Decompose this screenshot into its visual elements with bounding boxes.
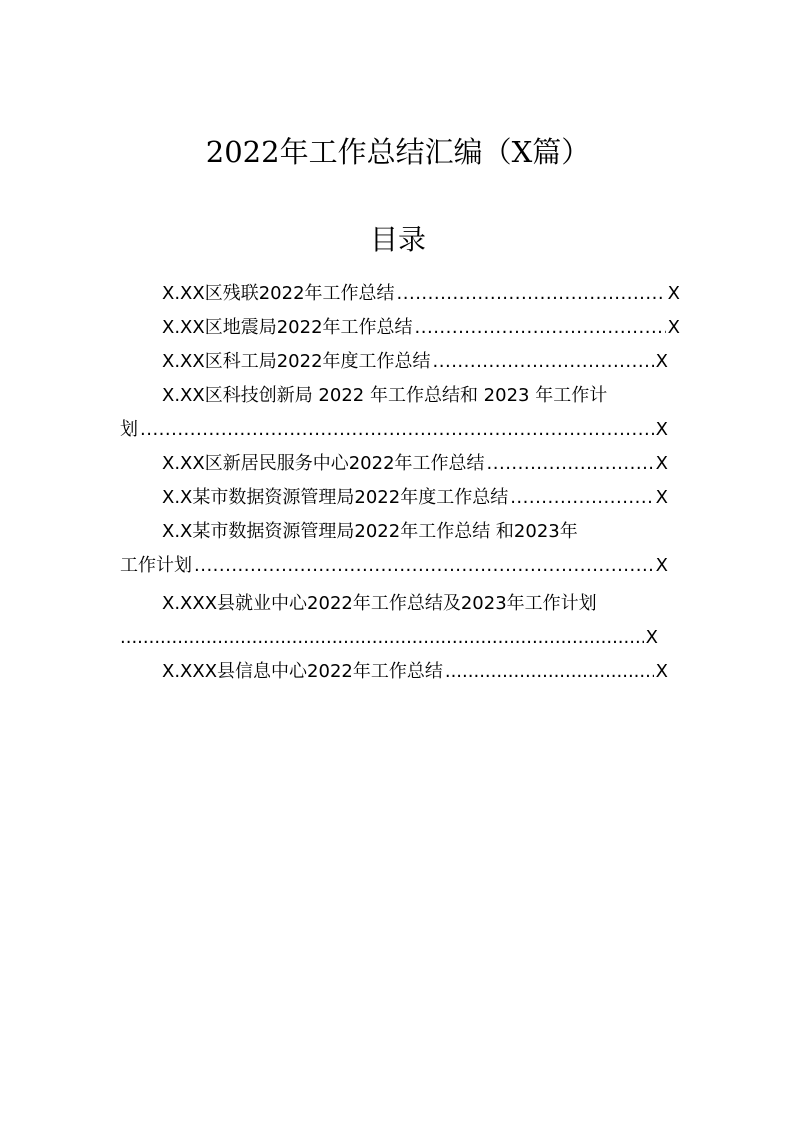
toc-entry-title: X.XX区残联2022年工作总结 [162,283,395,304]
toc-page-number: X [667,317,680,338]
toc-heading: 目录 [369,223,426,256]
toc-page-number: X [655,419,668,440]
toc-entry-title: X.XX区地震局2022年工作总结 [162,317,413,338]
dot-leader [510,481,653,515]
toc-entry-6[interactable] [120,481,680,515]
dot-leader [487,447,654,481]
dot-leader [415,311,666,345]
toc-entry-title-line1: X.XX区科技创新局 2022 年工作总结和 2023 年工作计 [162,385,608,406]
toc-page-number: X [655,661,668,682]
toc-page-number: X [667,283,680,304]
toc-page-number: X [655,555,668,576]
toc-entry-title-line2: 工作计划 [120,555,192,576]
toc-entry-1[interactable] [120,277,680,311]
toc-page-number: X [655,453,668,474]
dot-leader [445,655,654,689]
toc-page-number: X [645,627,658,648]
toc-entry-3[interactable] [120,345,680,379]
dot-leader [433,345,654,379]
dot-leader [397,277,666,311]
toc-entry-5[interactable] [120,447,680,481]
toc-entry-title-line2: 划 [120,419,138,440]
document-title: 2022年工作总结汇编（X篇） [205,135,591,169]
toc-entry-title: X.XXX县信息中心2022年工作总结 [162,661,443,682]
toc-entry-8[interactable] [120,587,680,655]
toc-entry-4[interactable] [120,379,680,447]
toc-entry-title-line1: X.X某市数据资源管理局2022年工作总结 和2023年 [162,521,578,542]
dot-leader [194,549,654,583]
dot-leader [140,413,654,447]
toc-entry-title: X.XX区科工局2022年度工作总结 [162,351,431,372]
dot-leader [120,621,644,655]
toc-page-number: X [655,351,668,372]
toc-entry-title-line1: X.XXX县就业中心2022年工作总结及2023年工作计划 [162,593,597,614]
toc-entry-2[interactable] [120,311,680,345]
toc-entry-7[interactable] [120,515,680,583]
toc-entry-9[interactable] [120,655,680,689]
toc-entry-title: X.XX区新居民服务中心2022年工作总结 [162,453,485,474]
toc-page-number: X [655,487,668,508]
toc-entry-title: X.X某市数据资源管理局2022年度工作总结 [162,487,509,508]
